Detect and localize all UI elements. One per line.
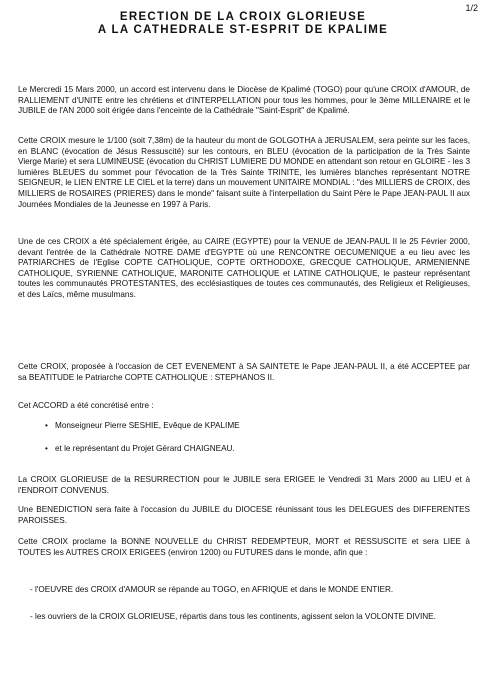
bullet-item [45,444,235,455]
bullet-icon: • [45,444,48,453]
paragraph-proposee: Cette CROIX, proposée à l'occasion de CET EVENEMENT à SA SAINTETE le Pape JEAN-PAUL II, a été ACCEPTEE par sa BEATITUDE le Patriarche COPTE CATHOLIQUE : STEPHANOS II. [18,362,470,382]
paragraph-accord: Le Mercredi 15 Mars 2000, un accord est intervenu dans le Diocèse de Kpalimé (TOGO) pour qu'une CROIX d'AMOUR, de RALLIEMENT d'UNITE entre les chrétiens et d'INTERPELLATION pour tous les hommes, pour le 3ème MILLENAIRE et le JUBILE de l'AN 2000 soit érigée dans l'enceinte de la Cathédrale "Saint-Esprit" de Kpalimé. [18,85,470,116]
title-line-2: A LA CATHEDRALE ST-ESPRIT DE KPALIME [97,24,389,36]
paragraph-caire: Une de ces CROIX a été spécialement érigée, au CAIRE (EGYPTE) pour la VENUE de JEAN-PAUL II le 25 Février 2000, devant l'entrée de la Cathédrale NOTRE DAME d'EGYPTE où une RENCONTRE OECUMENIQUE a eu lieu avec les PATRIARCHES de l'Eglise COPTE CATHOLIQUE, COPTE ORTHODOXE, GRECQUE CATHOLIQUE, ARMENIENNE CATHOLIQUE, SYRIENNE CATHOLIQUE, MARONITE CATHOLIQUE et LATINE CATHOLIQUE, le pasteur représentant toutes les communautés PROTESTANTES, des ecclésiastiques de toutes ces communautés, des Religieux et Religieuses, et des Laïcs, même musulmans. [18,237,470,299]
bullet-icon: • [45,421,48,430]
paragraph-croix-description: Cette CROIX mesure le 1/100 (soit 7,38m) de la hauteur du mont de GOLGOTHA à JERUSALEM, sera peinte sur les faces, en BLANC (évocation de Jésus Ressuscité) sur les contours, en BLEU (évocation de la participation de la Très Sainte Vierge Marie) et sera LUMINEUSE (évocation du CHRIST LUMIERE DU MONDE en attendant son retour en GLOIRE - les 3 lumières BLEUES du sommet pour l'évocation de la Très Sainte TRINITE, les lumières blanches représentant NOTRE SEIGNEUR, le LIEN ENTRE LE CIEL et la terre) dans un mouvement UNITAIRE MONDIAL : "des MILLIERS de CROIX, des MILLIERS de ROSAIRES (PRIERES) dans le monde" faisant suite à l'interpellation du Saint Père le Pape JEAN-PAUL II aux Journées Mondiales de la Jeunesse en 1997 à Paris. [18,136,471,209]
dash-item: - l'OEUVRE des CROIX d'AMOUR se répande au TOGO, en AFRIQUE et dans le MONDE ENTIER. [30,585,394,594]
paragraph-benediction: Une BENEDICTION sera faite à l'occasion du JUBILE du DIOCESE réunissant tous les DELEGUES des DIFFERENTES PAROISSES. [18,505,470,525]
paragraph-erigee: La CROIX GLORIEUSE de la RESURRECTION pour le JUBILE sera ERIGEE le Vendredi 31 Mars 2000 au LIEU et à l'ENDROIT CONVENUS. [18,475,470,495]
paragraph-proclame: Cette CROIX proclame la BONNE NOUVELLE du CHRIST REDEMPTEUR, MORT et RESSUSCITE et sera LIEE à TOUTES les AUTRES CROIX ERIGEES (environ 1200) ou FUTURES dans le monde, afin que : [18,537,470,557]
paragraph-concretise: Cet ACCORD a été concrétisé entre : [18,401,154,410]
dash-item: - les ouvriers de la CROIX GLORIEUSE, répartis dans tous les continents, agissent selon la VOLONTE DIVINE. [30,612,436,621]
bullet-text: et le représentant du Projet Gérard CHAIGNEAU. [55,444,235,453]
bullet-text: Monseigneur Pierre SESHIE, Evêque de KPALIME [55,421,240,430]
bullet-item [45,421,240,432]
title-line-1: ERECTION DE LA CROIX GLORIEUSE [119,11,367,23]
page-number: 1/2 [465,3,478,13]
